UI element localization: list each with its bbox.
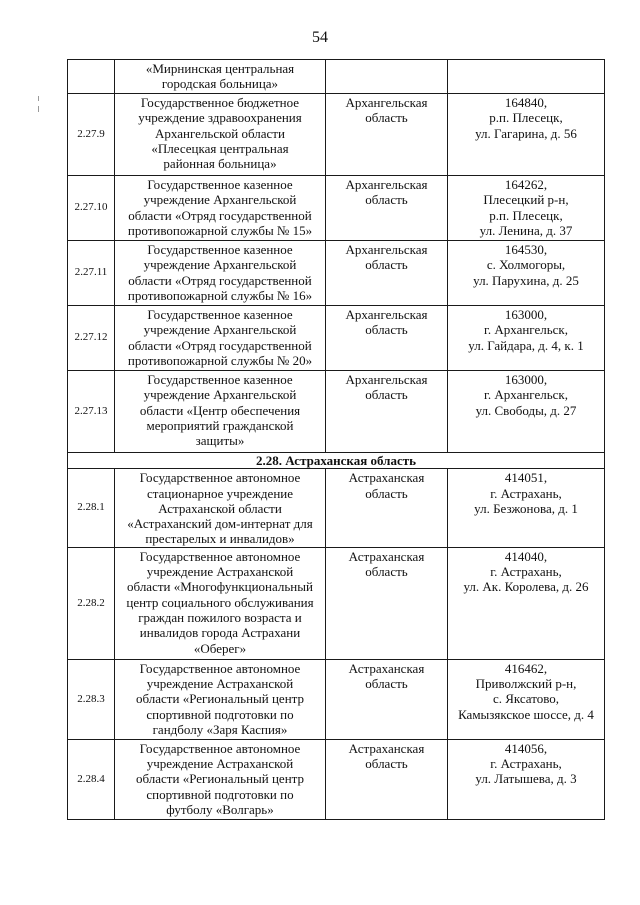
- address: 164262, Плесецкий р-н, р.п. Плесецк, ул. Ленина, д. 37: [448, 176, 605, 241]
- address: 414051, г. Астрахань, ул. Безжонова, д. 1: [448, 469, 605, 547]
- table-row: [68, 659, 605, 739]
- table-row: [68, 241, 605, 306]
- region-name: Архангельская область: [326, 94, 448, 176]
- region-name: Астраханская область: [326, 547, 448, 659]
- region-name: Архангельская область: [326, 371, 448, 453]
- region-name: Архангельская область: [326, 241, 448, 306]
- organization-name: Государственное казенное учреждение Архангельской области «Отряд государственной противопожарной службы № 20»: [115, 306, 326, 371]
- region-name: Астраханская область: [326, 469, 448, 547]
- table-row: [68, 306, 605, 371]
- address: 163000, г. Архангельск, ул. Гайдара, д. 4, к. 1: [448, 306, 605, 371]
- table-row: [68, 371, 605, 453]
- organization-name: Государственное казенное учреждение Архангельской области «Центр обеспечения мероприятий гражданской защиты»: [115, 371, 326, 453]
- page-number: 54: [312, 29, 328, 46]
- row-number: 2.27.10: [68, 176, 115, 241]
- row-number: 2.27.12: [68, 306, 115, 371]
- row-number: 2.27.9: [68, 94, 115, 176]
- organization-name: Государственное автономное стационарное учреждение Астраханской области «Астраханский дом-интернат для престарелых и инвалидов»: [115, 469, 326, 547]
- row-number: 2.28.3: [68, 659, 115, 739]
- row-number: 2.28.1: [68, 469, 115, 547]
- address: 164530, с. Холмогоры, ул. Парухина, д. 25: [448, 241, 605, 306]
- row-number: 2.27.13: [68, 371, 115, 453]
- margin-mark: [38, 106, 39, 112]
- address: 163000, г. Архангельск, ул. Свободы, д. 27: [448, 371, 605, 453]
- address: 414056, г. Астрахань, ул. Латышева, д. 3: [448, 739, 605, 819]
- region-name: Астраханская область: [326, 659, 448, 739]
- region-name: [326, 60, 448, 94]
- section-header-row: [68, 453, 605, 469]
- region-name: Архангельская область: [326, 176, 448, 241]
- organization-name: Государственное казенное учреждение Архангельской области «Отряд государственной противопожарной службы № 16»: [115, 241, 326, 306]
- table-row: [68, 547, 605, 659]
- row-number: 2.27.11: [68, 241, 115, 306]
- organization-name: Государственное автономное учреждение Астраханской области «Региональный центр спортивной подготовки по гандболу «Заря Каспия»: [115, 659, 326, 739]
- margin-mark: [38, 96, 39, 101]
- address: 416462, Приволжский р-н, с. Яксатово, Камызякское шоссе, д. 4: [448, 659, 605, 739]
- organization-name: «Мирнинская центральная городская больница»: [115, 60, 326, 94]
- table-row: [68, 176, 605, 241]
- organization-name: Государственное автономное учреждение Астраханской области «Региональный центр спортивной подготовки по футболу «Волгарь»: [115, 739, 326, 819]
- table-row: [68, 469, 605, 547]
- organization-name: Государственное автономное учреждение Астраханской области «Многофункциональный центр социального обслуживания граждан пожилого возраста и инвалидов города Астрахани «Оберег»: [115, 547, 326, 659]
- organization-name: Государственное казенное учреждение Архангельской области «Отряд государственной противопожарной службы № 15»: [115, 176, 326, 241]
- row-number: [68, 60, 115, 94]
- table-row: [68, 60, 605, 94]
- table-row: [68, 94, 605, 176]
- row-number: 2.28.2: [68, 547, 115, 659]
- organization-name: Государственное бюджетное учреждение здравоохранения Архангельской области «Плесецкая центральная районная больница»: [115, 94, 326, 176]
- region-name: Астраханская область: [326, 739, 448, 819]
- region-name: Архангельская область: [326, 306, 448, 371]
- address: [448, 60, 605, 94]
- section-title: 2.28. Астраханская область: [68, 453, 605, 469]
- institutions-table: [67, 59, 605, 820]
- row-number: 2.28.4: [68, 739, 115, 819]
- address: 414040, г. Астрахань, ул. Ак. Королева, д. 26: [448, 547, 605, 659]
- address: 164840, р.п. Плесецк, ул. Гагарина, д. 56: [448, 94, 605, 176]
- table-row: [68, 739, 605, 819]
